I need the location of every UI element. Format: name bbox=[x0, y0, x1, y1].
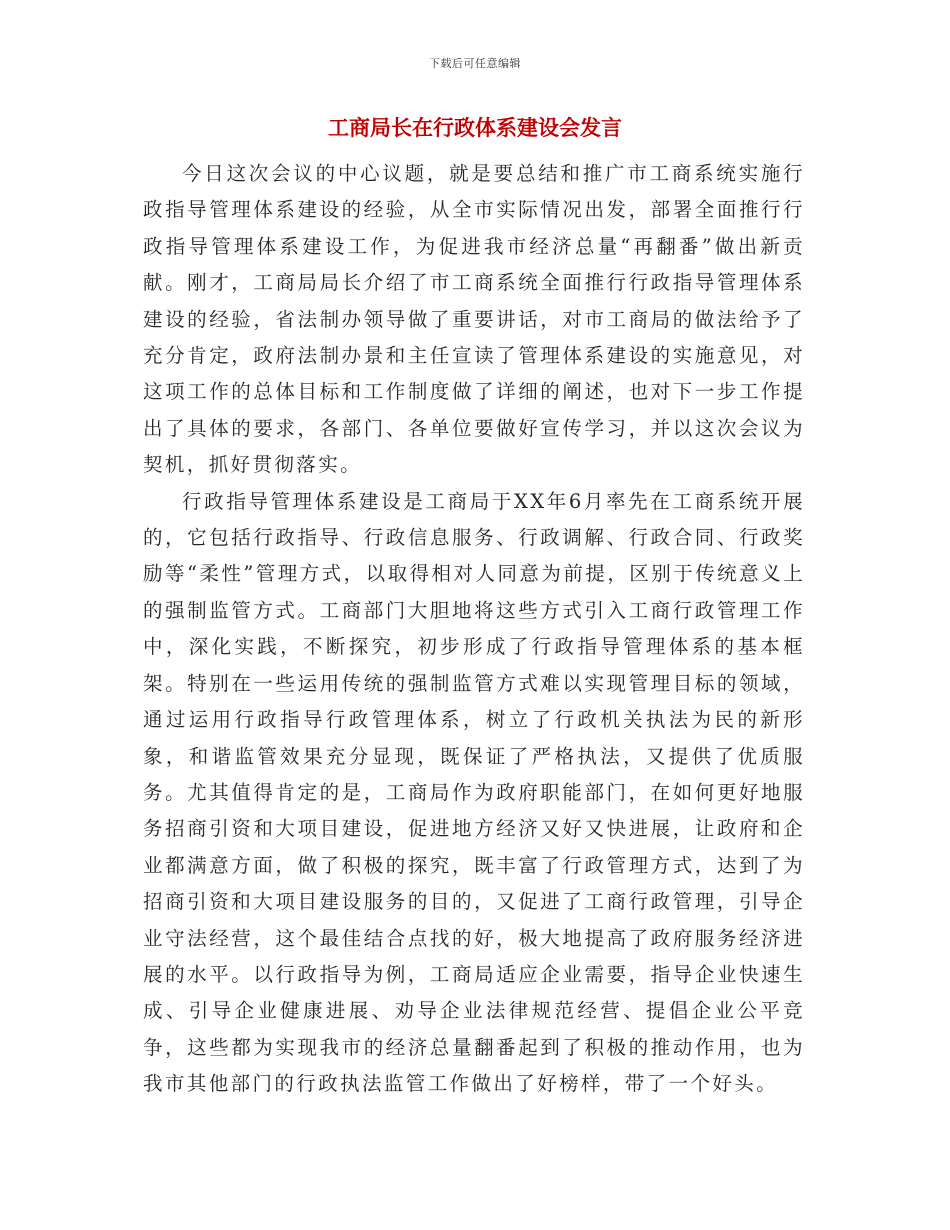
page-header-note: 下载后可任意编辑 bbox=[429, 57, 521, 70]
document-body bbox=[143, 156, 805, 1103]
paragraph-1: 今日这次会议的中心议题，就是要总结和推广市工商系统实施行政指导管理体系建设的经验，从全市实际情况出发，部署全面推行行政指导管理体系建设工作，为促进我市经济总量“再翻番”做出新贡献。刚才，工商局局长介绍了市工商系统全面推行行政指导管理体系建设的经验，省法制办领导做了重要讲话，对市工商局的做法给予了充分肯定，政府法制办景和主任宣读了管理体系建设的实施意见，对这项工作的总体目标和工作制度做了详细的阐述，也对下一步工作提出了具体的要求，各部门、各单位要做好宣传学习，并以这次会议为契机，抓好贯彻落实。 bbox=[143, 162, 805, 477]
document-title: 工商局长在行政体系建设会发言 bbox=[328, 116, 622, 140]
paragraph-2: 行政指导管理体系建设是工商局于XX年6月率先在工商系统开展的，它包括行政指导、行政信息服务、行政调解、行政合同、行政奖励等“柔性”管理方式，以取得相对人同意为前提，区别于传统意义上的强制监管方式。工商部门大胆地将这些方式引入工商行政管理工作中，深化实践，不断探究，初步形成了行政指导管理体系的基本框架。特别在一些运用传统的强制监管方式难以实现管理目标的领域，通过运用行政指导行政管理体系，树立了行政机关执法为民的新形象，和谐监管效果充分显现，既保证了严格执法，又提供了优质服务。尤其值得肯定的是，工商局作为政府职能部门，在如何更好地服务招商引资和大项目建设，促进地方经济又好又快进展，让政府和企业都满意方面，做了积极的探究，既丰富了行政管理方式，达到了为招商引资和大项目建设服务的目的，又促进了工商行政管理，引导企业守法经营，这个最佳结合点找的好，极大地提高了政府服务经济进展的水平。以行政指导为例，工商局适应企业需要，指导企业快速生成、引导企业健康进展、劝导企业法律规范经营、提倡企业公平竞争，这些都为实现我市的经济总量翻番起到了积极的推动作用，也为我市其他部门的行政执法监管工作做出了好榜样，带了一个好头。 bbox=[143, 489, 805, 1096]
